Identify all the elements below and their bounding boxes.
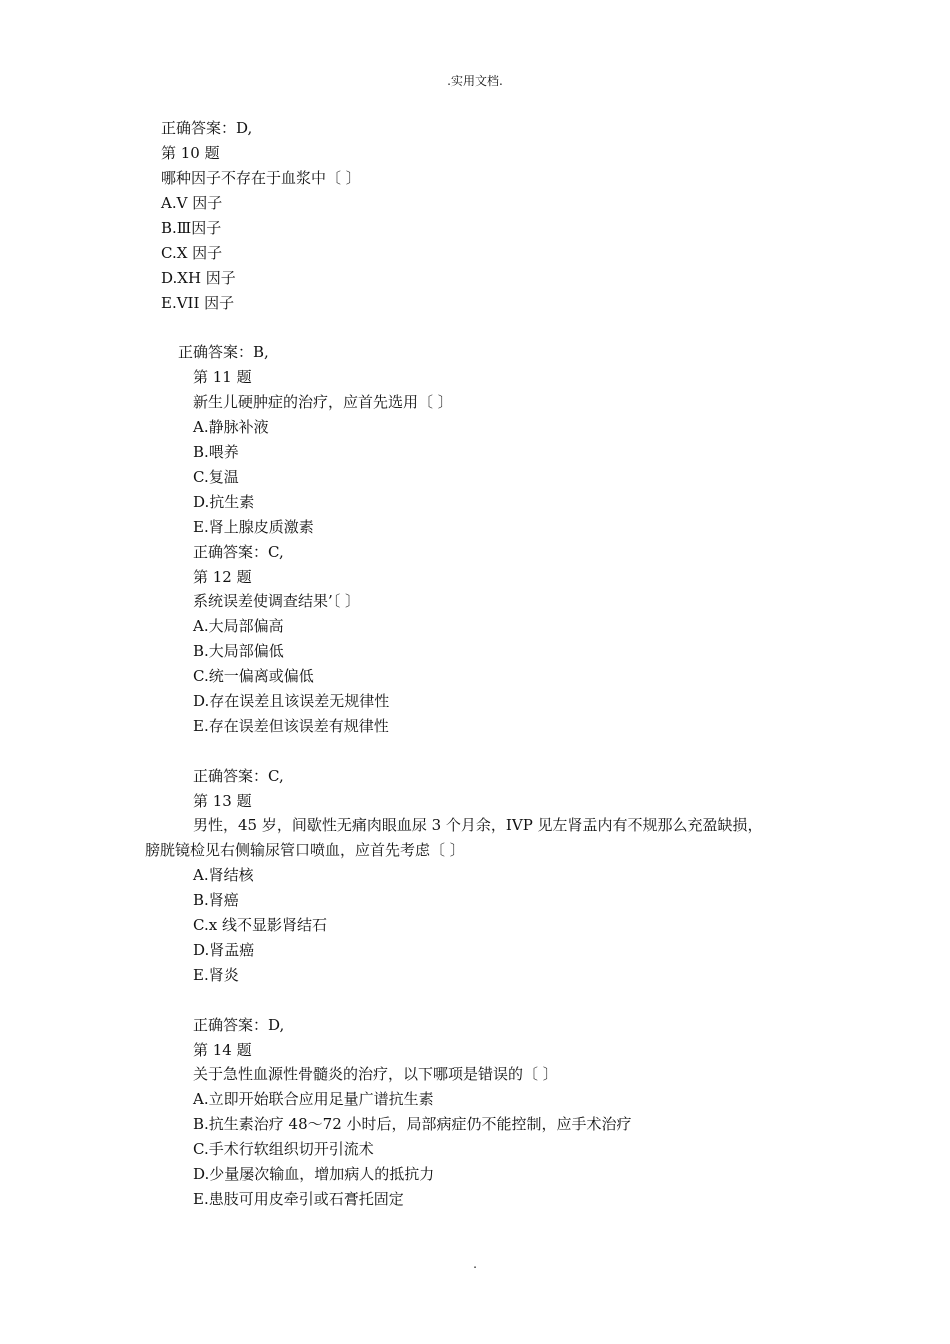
text-line: 男性，45 岁，间歇性无痛肉眼血尿 3 个月余，IVP 见左肾盂内有不规那么充盈缺损， [193, 816, 763, 834]
text-line: 正确答案：B, [178, 343, 269, 361]
text-line: C.X 因子 [161, 244, 223, 262]
text-line: A.肾结核 [193, 866, 254, 884]
page-footer: . [473, 1257, 477, 1271]
text-line: 膀胱镜检见右侧输尿管口喷血，应首先考虑〔 〕 [145, 841, 465, 859]
text-line: 正确答案：D, [161, 119, 253, 137]
page-header: .实用文档. [447, 74, 503, 88]
text-line: 关于急性血源性骨髓炎的治疗，以下哪项是错误的〔 〕 [193, 1065, 558, 1083]
text-line: E.存在误差但该误差有规律性 [193, 717, 389, 735]
text-line: 正确答案：C, [193, 767, 284, 785]
text-line: C.复温 [193, 468, 239, 486]
text-line: B.抗生素治疗 48～72 小时后，局部病症仍不能控制，应手术治疗 [193, 1115, 632, 1133]
text-line: D.少量屡次输血，增加病人的抵抗力 [193, 1165, 435, 1183]
text-line: C.x 线不显影肾结石 [193, 916, 327, 934]
text-line: B.大局部偏低 [193, 642, 284, 660]
text-line: E.肾上腺皮质激素 [193, 518, 314, 536]
text-line: 新生儿硬肿症的治疗，应首先选用〔 〕 [193, 393, 453, 411]
text-line: D.抗生素 [193, 493, 255, 511]
text-line: 第 13 题 [193, 792, 252, 810]
text-line: A.立即开始联合应用足量广谱抗生素 [193, 1090, 434, 1108]
text-line: B.Ⅲ因子 [161, 219, 222, 237]
text-line: 正确答案：C, [193, 543, 284, 561]
text-line: A.大局部偏高 [193, 617, 284, 635]
text-line: 正确答案：D, [193, 1016, 285, 1034]
text-line: A.静脉补液 [193, 418, 269, 436]
text-line: E.肾炎 [193, 966, 239, 984]
text-line: 第 11 题 [193, 368, 252, 386]
text-line: 系统误差使调查结果’〔 〕 [193, 592, 361, 610]
text-line: 第 14 题 [193, 1041, 252, 1059]
text-line: 第 10 题 [161, 144, 220, 162]
text-line: E.患肢可用皮牵引或石膏托固定 [193, 1190, 404, 1208]
text-line: 哪种因子不存在于血浆中〔 〕 [161, 169, 361, 187]
text-line: A.V 因子 [161, 194, 223, 212]
text-line: D.肾盂癌 [193, 941, 255, 959]
text-line: E.VII 因子 [161, 294, 235, 312]
text-line: 第 12 题 [193, 568, 252, 586]
text-line: B.肾癌 [193, 891, 239, 909]
text-line: C.统一偏离或偏低 [193, 667, 314, 685]
text-line: C.手术行软组织切开引流术 [193, 1140, 374, 1158]
text-line: D.XH 因子 [161, 269, 236, 287]
text-line: D.存在误差且该误差无规律性 [193, 692, 390, 710]
text-line: B.喂养 [193, 443, 239, 461]
